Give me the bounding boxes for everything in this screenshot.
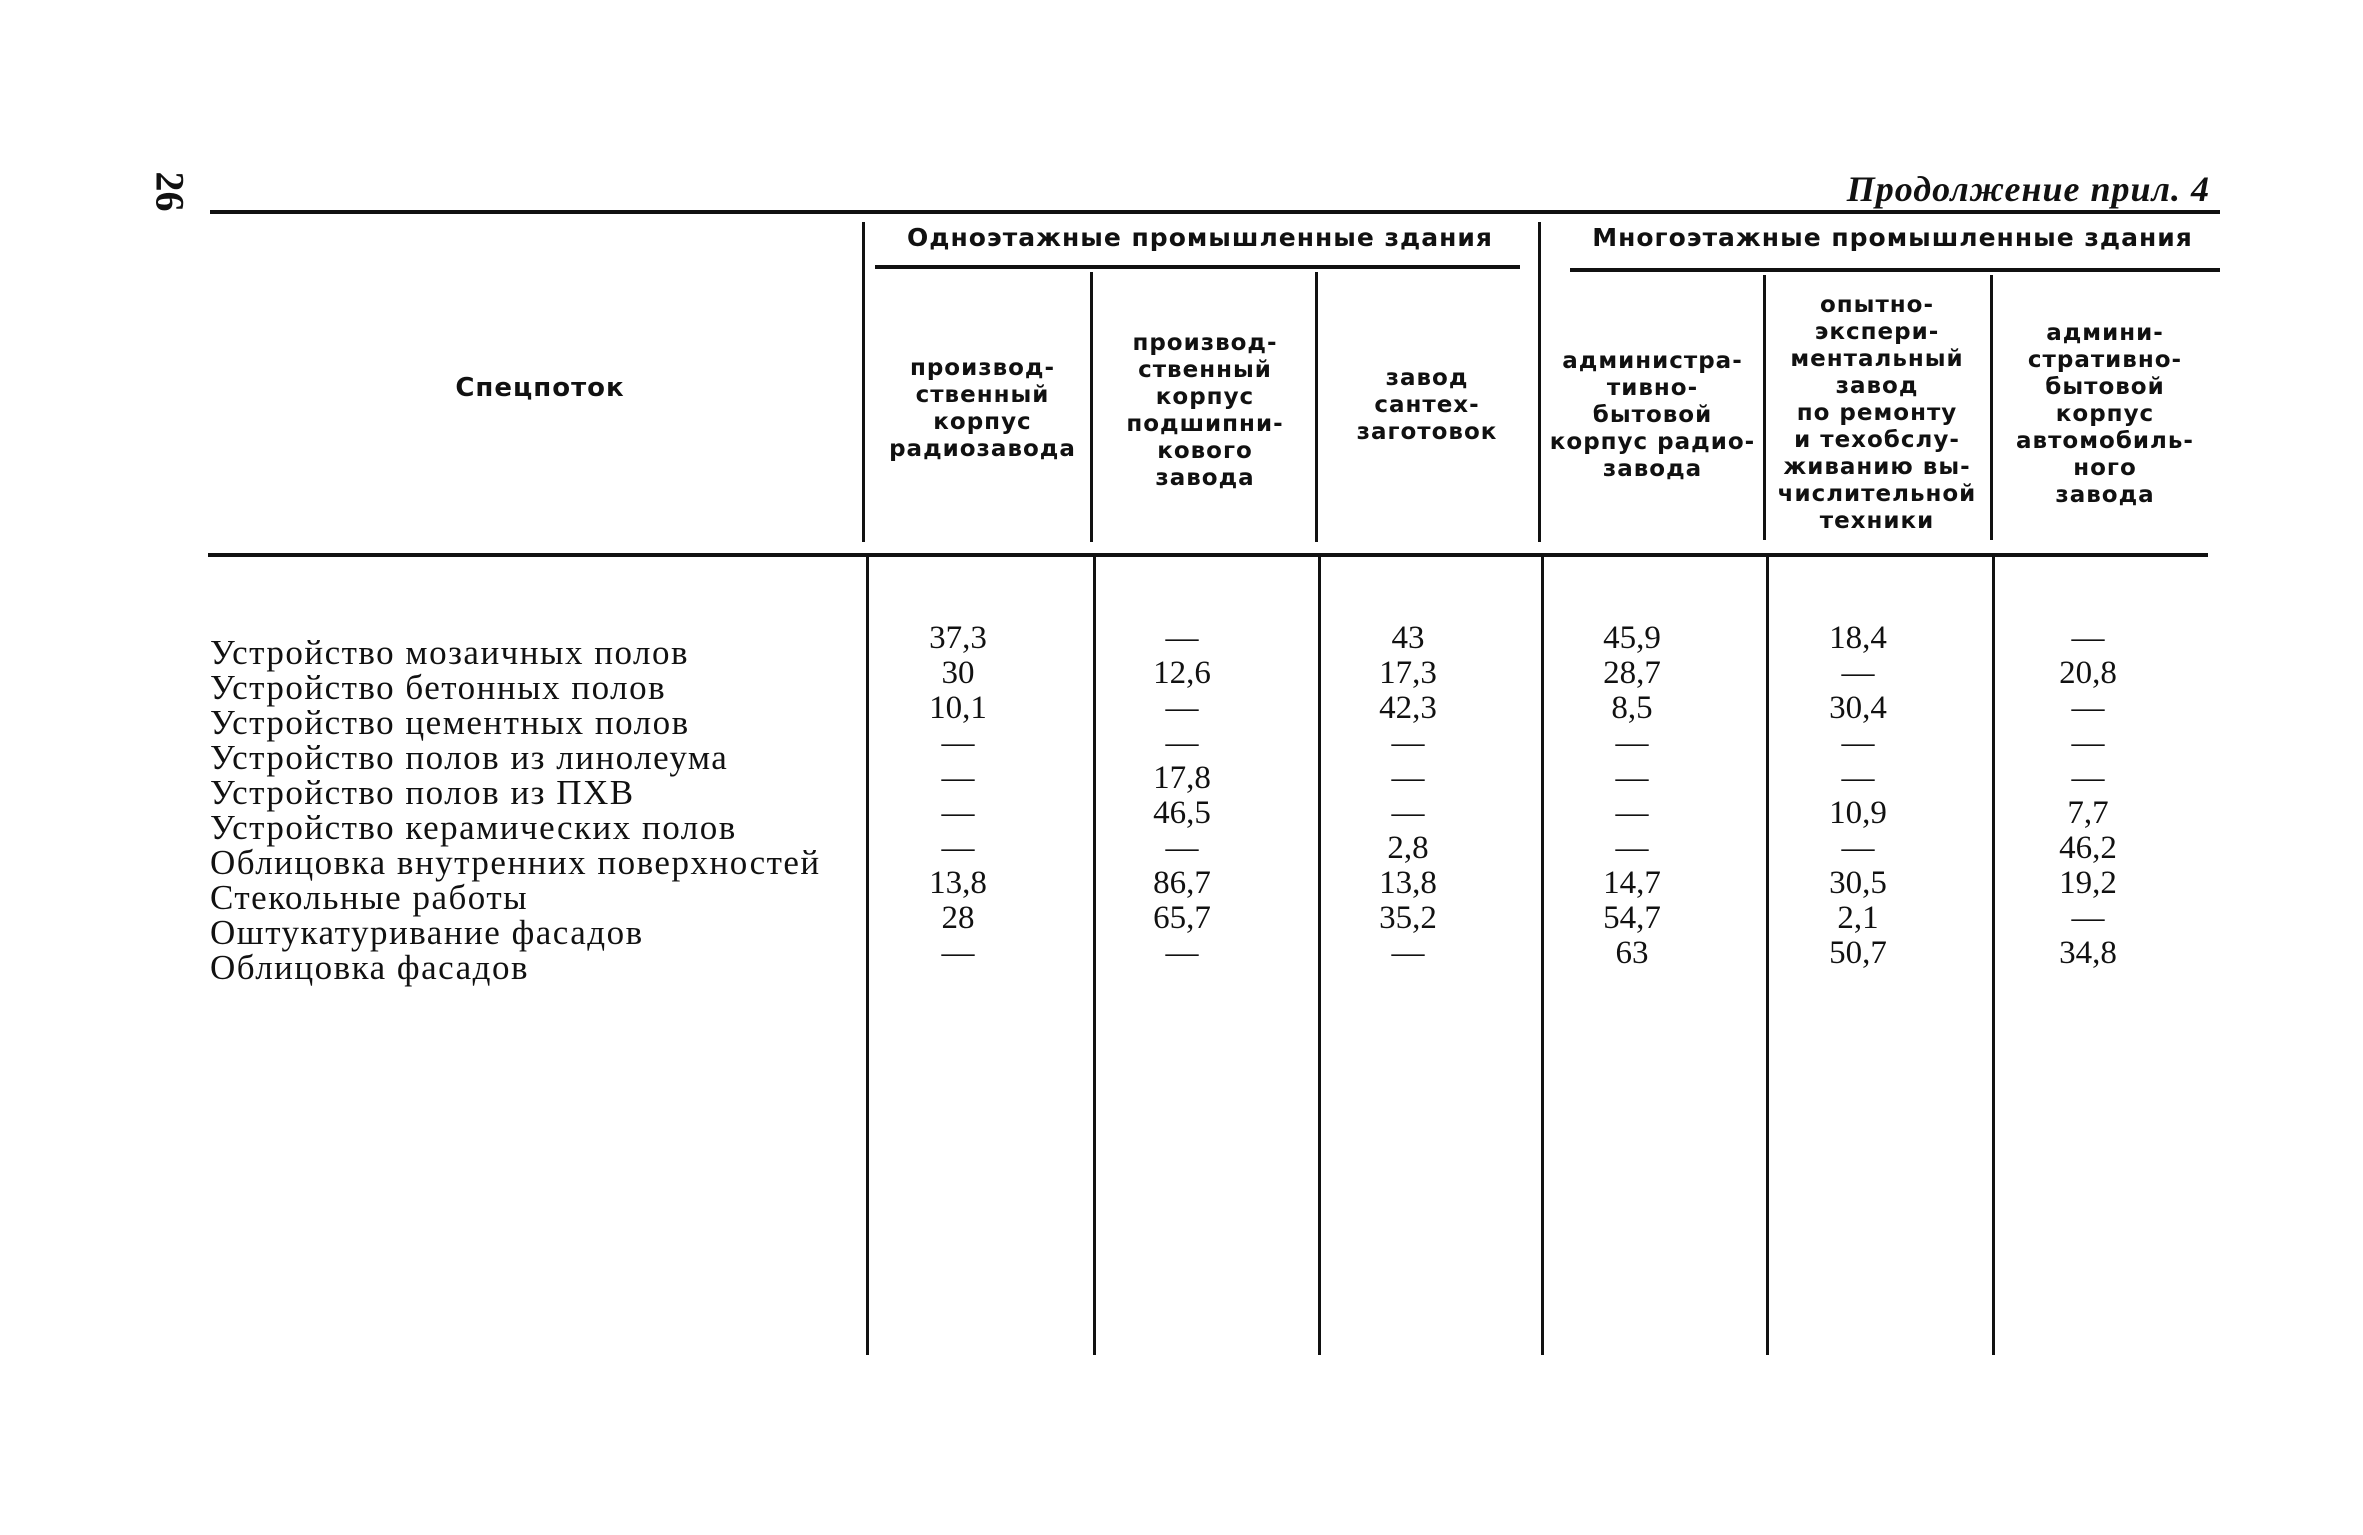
table-cell: 43 (1391, 620, 1425, 656)
table-cell: 28,7 (1603, 655, 1661, 691)
table-cell: 7,7 (2067, 795, 2109, 831)
table-cell: 13,8 (1379, 865, 1437, 901)
table-cell: — (1841, 725, 1875, 761)
table-cell: 2,8 (1387, 830, 1429, 866)
table-cell: — (1841, 830, 1875, 866)
table-cell: — (1165, 725, 1199, 761)
table-cell: 34,8 (2059, 935, 2117, 971)
row-label: Устройство бетонных полов (210, 668, 667, 707)
table-cell: 50,7 (1829, 935, 1887, 971)
table-cell: — (1615, 725, 1649, 761)
row-label: Устройство мозаичных полов (210, 633, 690, 672)
table-cell: 13,8 (929, 865, 987, 901)
column-divider (1541, 555, 1544, 1355)
table-cell: — (1165, 830, 1199, 866)
table-cell: 18,4 (1829, 620, 1887, 656)
column-divider (1763, 275, 1766, 540)
table-cell: — (2071, 760, 2105, 796)
column-header: админи- стративно- бытовой корпус автомобиль- ного завода (2016, 320, 2194, 508)
table-cell: 8,5 (1611, 690, 1653, 726)
table-cell: 65,7 (1153, 900, 1211, 936)
column-divider (862, 222, 865, 542)
row-label: Оштукатуривание фасадов (210, 913, 644, 952)
column-divider (1990, 275, 1993, 540)
table-cell: — (1841, 655, 1875, 691)
table-cell: 30,4 (1829, 690, 1887, 726)
table-cell: 86,7 (1153, 865, 1211, 901)
page-number: 26 (147, 171, 193, 212)
column-header: производ- ственный корпус подшипни- кового завода (1126, 330, 1284, 491)
column-divider (1090, 272, 1093, 542)
row-label: Устройство цементных полов (210, 703, 690, 742)
table-cell: 19,2 (2059, 865, 2117, 901)
table-cell: — (1615, 795, 1649, 831)
table-cell: — (2071, 690, 2105, 726)
row-label: Устройство полов из линолеума (210, 738, 729, 777)
table-cell: — (1391, 795, 1425, 831)
table-cell: 45,9 (1603, 620, 1661, 656)
table-cell: 54,7 (1603, 900, 1661, 936)
table-cell: — (1165, 690, 1199, 726)
table-cell: 35,2 (1379, 900, 1437, 936)
table-cell: 14,7 (1603, 865, 1661, 901)
table-cell: 12,6 (1153, 655, 1211, 691)
group-header-multi-storey: Многоэтажные промышленные здания (1592, 223, 2193, 252)
group2-rule (1570, 268, 2220, 272)
column-divider (1992, 555, 1995, 1355)
header-bottom-rule (208, 553, 2208, 557)
table-cell: 20,8 (2059, 655, 2117, 691)
table-cell: — (1841, 760, 1875, 796)
column-divider (866, 555, 869, 1355)
table-cell: 30,5 (1829, 865, 1887, 901)
table-cell: 46,2 (2059, 830, 2117, 866)
table-cell: — (2071, 725, 2105, 761)
column-header: завод сантех- заготовок (1356, 365, 1498, 445)
column-header: производ- ственный корпус радиозавода (889, 355, 1076, 462)
row-label: Устройство керамических полов (210, 808, 737, 847)
table-cell: 37,3 (929, 620, 987, 656)
column-divider (1766, 555, 1769, 1355)
table-cell: — (1165, 620, 1199, 656)
row-label: Облицовка внутренних поверхностей (210, 843, 821, 882)
column-divider (1318, 555, 1321, 1355)
table-cell: — (1391, 725, 1425, 761)
row-label: Устройство полов из ПХВ (210, 773, 635, 812)
row-label: Облицовка фасадов (210, 948, 529, 987)
table-cell: 28 (941, 900, 975, 936)
table-cell: 10,9 (1829, 795, 1887, 831)
table-cell: 2,1 (1837, 900, 1879, 936)
group1-rule (875, 265, 1520, 269)
group-header-single-storey: Одноэтажные промышленные здания (907, 223, 1493, 252)
column-header: опытно- экспери- ментальный завод по ремонту и техобслу- живанию вы- числительной техники (1777, 292, 1977, 534)
table-cell: — (1391, 935, 1425, 971)
table-cell: — (1615, 760, 1649, 796)
column-divider (1315, 272, 1318, 542)
table-cell: 17,8 (1153, 760, 1211, 796)
table-cell: 10,1 (929, 690, 987, 726)
table-cell: — (1615, 830, 1649, 866)
table-cell: 63 (1615, 935, 1649, 971)
table-cell: — (1165, 935, 1199, 971)
table-cell: — (2071, 620, 2105, 656)
table-cell: 30 (941, 655, 975, 691)
column-divider (1538, 222, 1541, 542)
table-cell: — (941, 795, 975, 831)
table-cell: — (2071, 900, 2105, 936)
table-cell: — (941, 830, 975, 866)
table-cell: 42,3 (1379, 690, 1437, 726)
table-cell: — (1391, 760, 1425, 796)
table-cell: — (941, 935, 975, 971)
table-cell: — (941, 760, 975, 796)
stub-header: Спецпоток (455, 373, 625, 403)
table-cell: 17,3 (1379, 655, 1437, 691)
table-cell: 46,5 (1153, 795, 1211, 831)
table-cell: — (941, 725, 975, 761)
column-header: администра- тивно- бытовой корпус радио- завода (1549, 348, 1756, 482)
column-divider (1093, 555, 1096, 1355)
continuation-label: Продолжение прил. 4 (1846, 169, 2210, 209)
top-rule (210, 210, 2220, 214)
row-label: Стекольные работы (210, 878, 529, 917)
